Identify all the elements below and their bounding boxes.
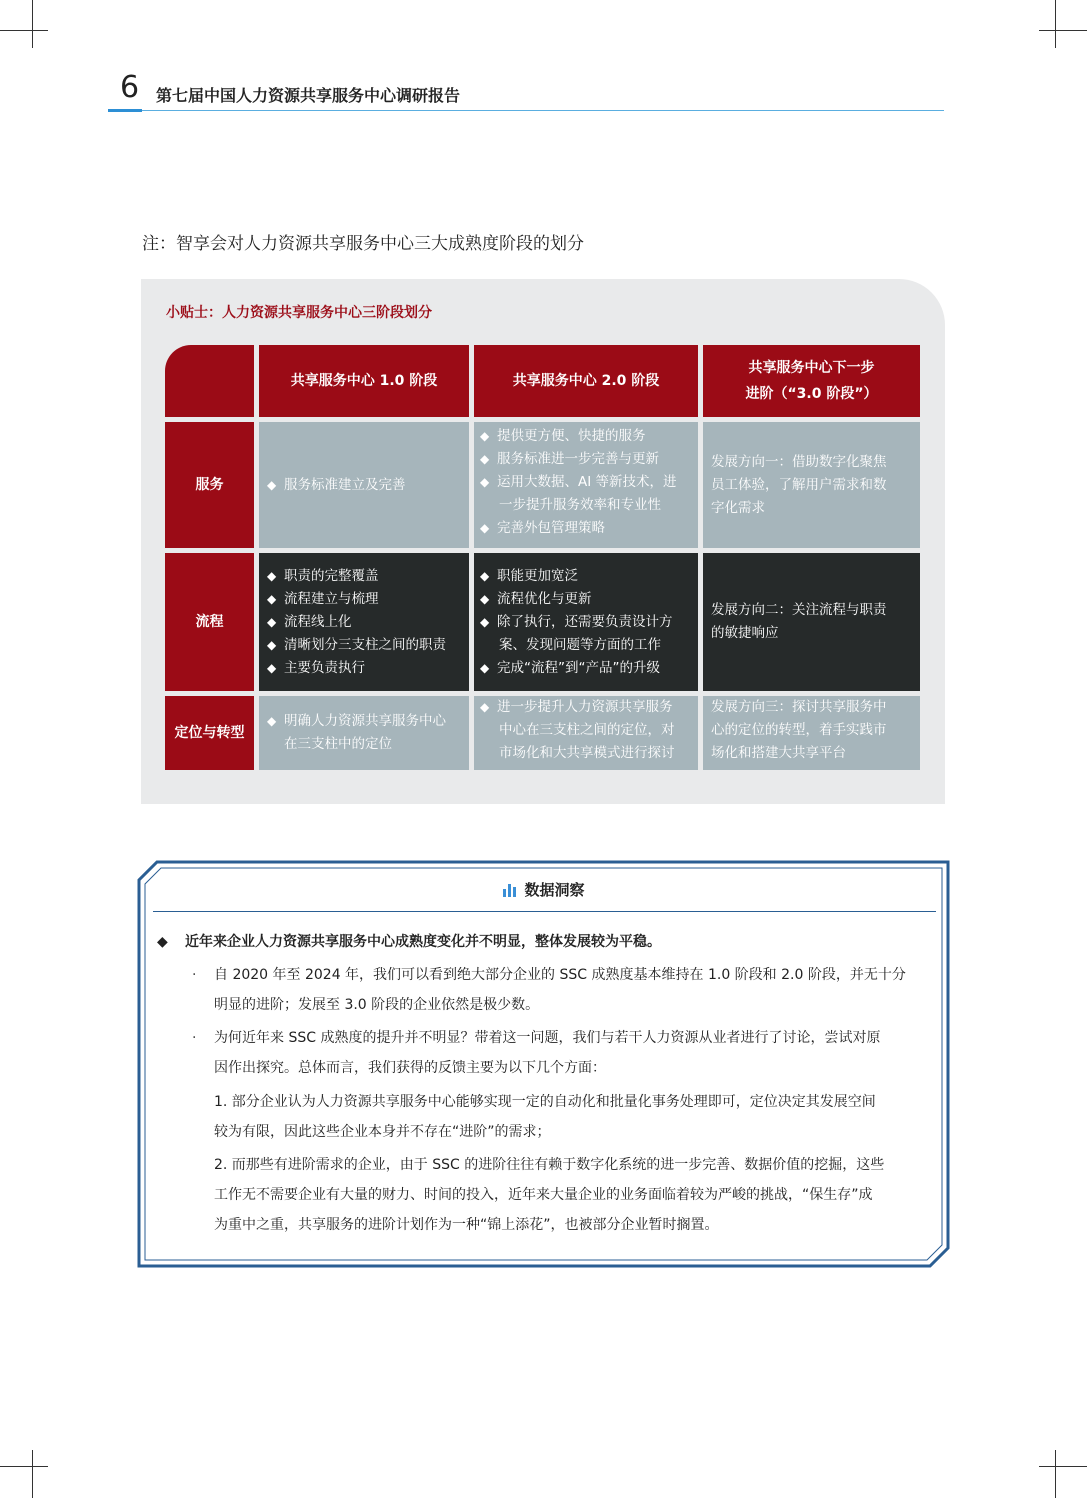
numbered-item-1 — [214, 1087, 876, 1147]
list-item: ◆ 运用大数据、AI 等新技术，进 — [478, 471, 696, 494]
text-line: 为何近年来 SSC 成熟度的提升并不明显？带着这一问题，我们与若干人力资源从业者进行了讨论，尝试对原 — [214, 1030, 881, 1046]
bar-chart-icon — [502, 883, 518, 901]
text-line: 的敏捷响应 — [711, 625, 779, 641]
positioning-stage1-cell — [259, 696, 469, 770]
crop-mark — [1055, 0, 1056, 48]
text-line: 发展方向三：探讨共享服务中 — [711, 699, 887, 715]
dot-bullet-icon: · — [192, 967, 197, 983]
text-line: 字化需求 — [711, 499, 765, 516]
row-label-positioning: 定位与转型 — [165, 696, 254, 770]
list-item-continued — [265, 733, 469, 756]
text-line: 1. 部分企业认为人力资源共享服务中心能够实现一定的自动化和批量化事务处理即可，定位决定其发展空间 — [214, 1094, 876, 1110]
list-item: ◆ 流程线上化 — [265, 611, 469, 634]
service-stage3-cell — [703, 422, 920, 548]
text-line: 心的定位的转型，着手实践市 — [711, 722, 887, 738]
list-item: ◆ 职责的完整覆盖 — [265, 565, 469, 588]
service-stage1-cell — [259, 422, 469, 548]
point-1 — [214, 960, 906, 1020]
list-item: ◆ 服务标准建立及完善 — [265, 474, 469, 497]
list-item: ◆ 职能更加宽泛 — [478, 565, 698, 588]
list-item-continued — [478, 494, 696, 517]
list-item-continued — [478, 719, 698, 742]
column-header-2: 共享服务中心 2.0 阶段 — [474, 345, 698, 417]
row-label-process: 流程 — [165, 553, 254, 691]
text-line: 自 2020 年至 2024 年，我们可以看到绝大部分企业的 SSC 成熟度基本维持在 1.0 阶段和 2.0 阶段，并无十分 — [214, 967, 906, 983]
crop-mark — [32, 0, 33, 48]
tips-title: 小贴士：人力资源共享服务中心三阶段划分 — [166, 305, 432, 321]
positioning-stage2-cell — [474, 696, 698, 770]
text-line: 工作无不需要企业有大量的财力、时间的投入，近年来大量企业的业务面临着较为严峻的挑战，“保生存”成 — [214, 1187, 873, 1203]
table-corner — [165, 345, 254, 417]
crop-mark — [1039, 30, 1087, 31]
list-item-continued-text: 在三支柱中的定位 — [284, 736, 392, 752]
header-accent — [108, 109, 142, 112]
service-stage2-cell — [474, 422, 698, 548]
row-label-service: 服务 — [165, 422, 254, 548]
list-item-continued-text: 市场化和大共享模式进行探讨 — [499, 745, 675, 761]
column-header-3-line2: 进阶（“3.0 阶段”） — [745, 386, 878, 402]
insight-main-bullet — [157, 931, 661, 951]
list-item: ◆ 进一步提升人力资源共享服务 — [478, 696, 698, 719]
dot-bullet-icon: · — [192, 1030, 197, 1046]
text-line: 为重中之重，共享服务的进阶计划作为一种“锦上添花”，也被部分企业暂时搁置。 — [214, 1217, 719, 1233]
header-divider — [108, 110, 944, 111]
process-stage1-cell — [259, 553, 469, 691]
insight-heading — [0, 879, 1087, 901]
list-item: ◆ 主要负责执行 — [265, 657, 469, 680]
list-item: ◆ 服务标准进一步完善与更新 — [478, 448, 696, 471]
crop-mark — [1055, 1450, 1056, 1498]
list-item: ◆ 除了执行，还需要负责设计方 — [478, 611, 698, 634]
note-text: 注：智享会对人力资源共享服务中心三大成熟度阶段的划分 — [142, 234, 584, 254]
list-item: ◆ 流程建立与梳理 — [265, 588, 469, 611]
text-line: 较为有限，因此这些企业本身并不存在“进阶”的需求； — [214, 1124, 551, 1140]
crop-mark — [32, 1450, 33, 1498]
diamond-bullet-icon: ◆ — [157, 934, 168, 950]
page-number: 6 — [120, 70, 140, 105]
report-title: 第七届中国人力资源共享服务中心调研报告 — [156, 86, 461, 105]
text-line: 场化和搭建大共享平台 — [711, 745, 846, 761]
column-header-1: 共享服务中心 1.0 阶段 — [259, 345, 469, 417]
list-item: ◆ 明确人力资源共享服务中心 — [265, 710, 469, 733]
list-item-continued — [478, 742, 698, 765]
list-item: ◆ 清晰划分三支柱之间的职责 — [265, 634, 469, 657]
column-header-3 — [703, 345, 920, 417]
list-item-continued-text: 一步提升服务效率和专业性 — [499, 497, 661, 513]
text-line: 发展方向一：借助数字化聚焦 — [711, 453, 887, 470]
list-item-continued-text: 案、发现问题等方面的工作 — [499, 636, 661, 653]
list-item-continued — [478, 634, 698, 657]
text-line: 明显的进阶；发展至 3.0 阶段的企业依然是极少数。 — [214, 997, 540, 1013]
list-item: ◆ 完善外包管理策略 — [478, 517, 696, 540]
text-line: 员工体验，了解用户需求和数 — [711, 476, 887, 493]
list-item: ◆ 提供更方便、快捷的服务 — [478, 425, 696, 448]
process-stage3-cell — [703, 553, 920, 691]
column-header-3-line1: 共享服务中心下一步 — [748, 360, 875, 376]
crop-mark — [0, 30, 48, 31]
positioning-stage3-cell — [703, 696, 920, 770]
text-line: 2. 而那些有进阶需求的企业，由于 SSC 的进阶往往有赖于数字化系统的进一步完善、数据价值的挖掘，这些 — [214, 1157, 885, 1173]
insight-divider — [153, 911, 936, 912]
insight-title-text: 数据洞察 — [524, 881, 585, 899]
point-2 — [214, 1023, 880, 1083]
text-line: 因作出探究。总体而言，我们获得的反馈主要为以下几个方面： — [214, 1060, 606, 1076]
main-bullet-text: 近年来企业人力资源共享服务中心成熟度变化并不明显，整体发展较为平稳。 — [185, 934, 661, 950]
list-item-continued-text: 中心在三支柱之间的定位，对 — [499, 722, 675, 738]
list-item: ◆ 完成“流程”到“产品”的升级 — [478, 657, 698, 680]
numbered-item-2 — [214, 1150, 884, 1240]
crop-mark — [0, 1466, 48, 1467]
process-stage2-cell — [474, 553, 698, 691]
text-line: 发展方向二：关注流程与职责 — [711, 602, 887, 618]
list-item: ◆ 流程优化与更新 — [478, 588, 698, 611]
crop-mark — [1039, 1466, 1087, 1467]
